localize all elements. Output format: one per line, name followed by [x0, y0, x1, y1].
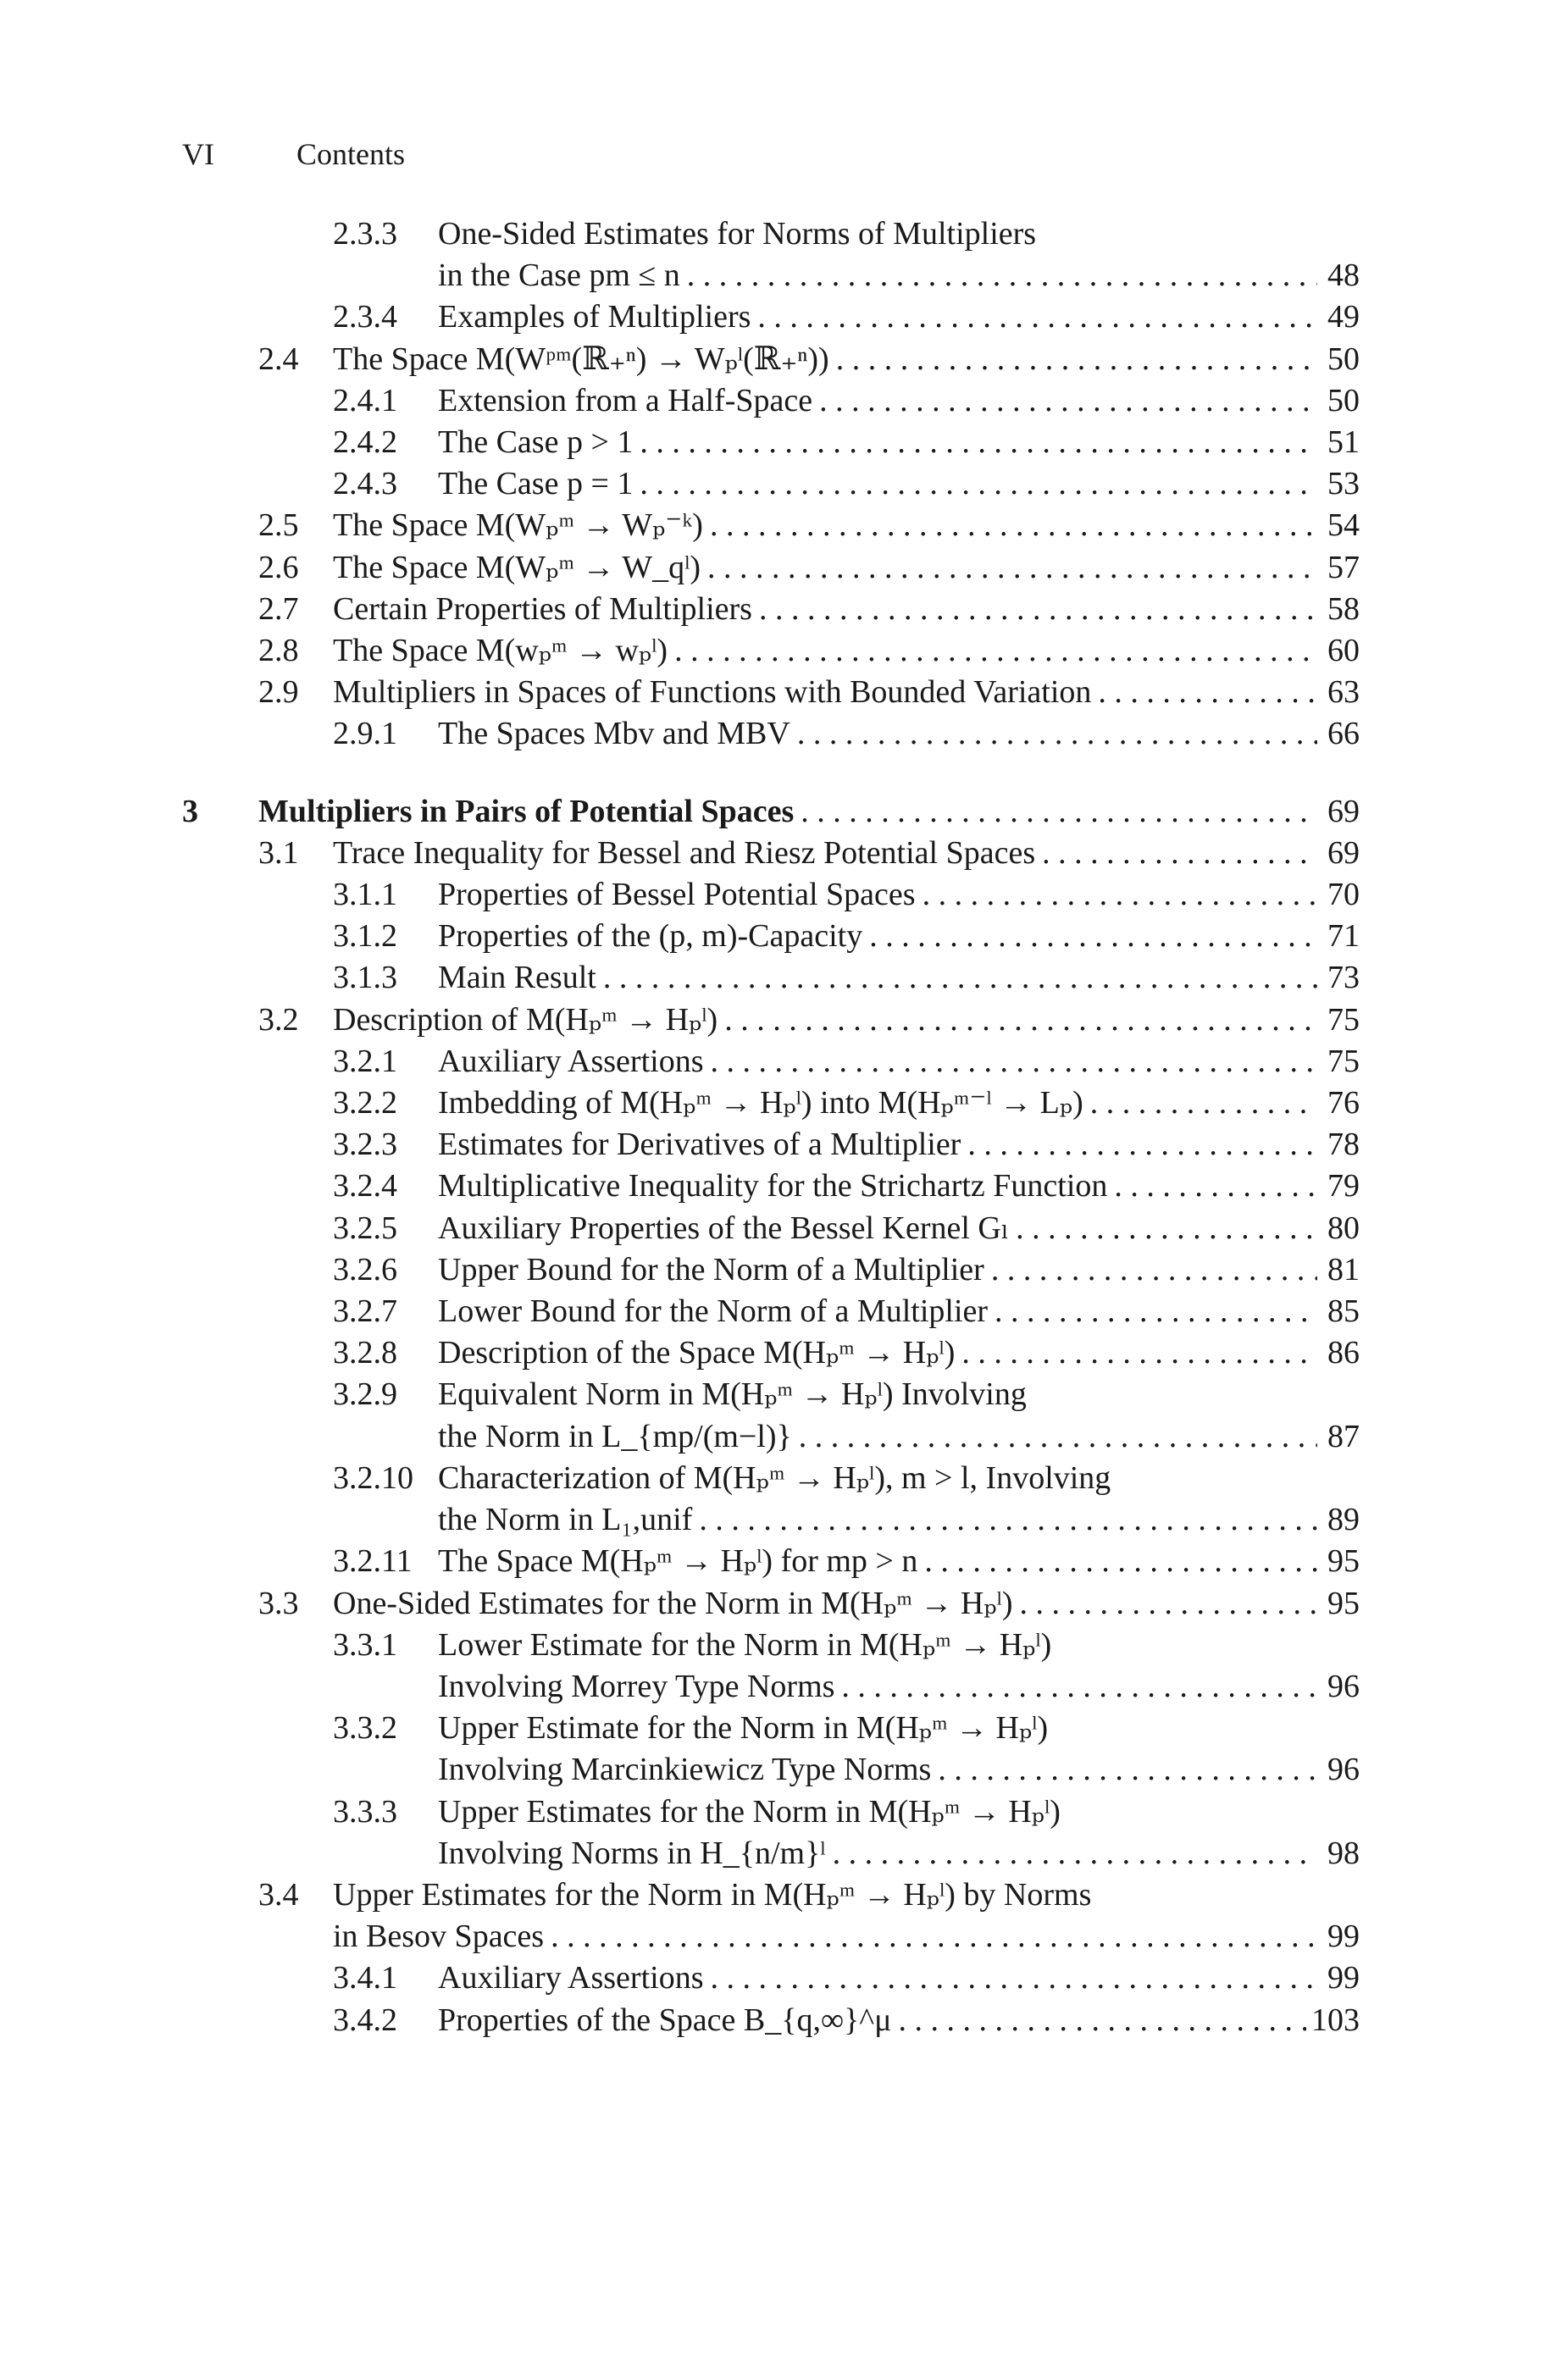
toc-entry-number: 3.2.8	[333, 1335, 397, 1371]
toc-entry	[182, 630, 1360, 672]
toc-entry-title: Main Result	[438, 960, 596, 996]
toc-entry-number: 2.3.3	[333, 216, 397, 252]
toc-entry-number: 3.2.2	[333, 1085, 397, 1121]
dot-leader	[1042, 833, 1317, 874]
toc-entry-number: 3.1	[258, 834, 299, 871]
dot-leader	[603, 957, 1317, 999]
toc-entry-page: 85	[1327, 1293, 1360, 1330]
toc-entry	[182, 1957, 1360, 1999]
toc-entry-title: Auxiliary Properties of the Bessel Kernel Gₗ	[438, 1210, 1010, 1246]
dot-leader	[759, 589, 1317, 630]
dot-leader	[938, 1749, 1317, 1791]
dot-leader	[710, 1957, 1317, 1999]
toc-entry	[182, 547, 1360, 589]
toc-entry-page: 98	[1327, 1835, 1360, 1871]
toc-entry-title: The Space M(Hₚᵐ → Hₚˡ) for mp > n	[438, 1543, 918, 1580]
toc-entry-page: 54	[1327, 507, 1360, 544]
dot-leader	[899, 2000, 1306, 2041]
toc-entry	[182, 2000, 1360, 2041]
toc-entry-title: Properties of the (p, m)-Capacity	[438, 918, 863, 955]
toc-entry-number: 3.2.6	[333, 1251, 397, 1287]
dot-leader	[833, 1833, 1317, 1874]
toc-entry-title: Trace Inequality for Bessel and Riesz Potential Spaces	[333, 834, 1036, 871]
toc-entry-page: 48	[1327, 257, 1360, 294]
toc-entry-title: Involving Norms in H_{n/m}ˡ	[438, 1835, 826, 1871]
dot-leader	[799, 1416, 1317, 1458]
toc-entry-title: Upper Bound for the Norm of a Multiplier	[438, 1251, 984, 1287]
toc-entry-page: 50	[1327, 382, 1360, 418]
toc-entry-page: 87	[1327, 1418, 1360, 1454]
table-of-contents	[182, 213, 1360, 2041]
running-title: Contents	[296, 137, 406, 171]
dot-leader	[991, 1249, 1317, 1291]
toc-entry-title: the Norm in L₁,unif	[438, 1502, 693, 1538]
toc-entry-number: 3.2.1	[333, 1043, 397, 1079]
toc-entry-number: 2.9	[258, 674, 299, 711]
toc-entry-page: 79	[1327, 1168, 1360, 1204]
dot-leader	[797, 713, 1317, 755]
toc-entry-page: 96	[1327, 1668, 1360, 1704]
toc-entry-page: 75	[1327, 1001, 1360, 1038]
toc-entry-page: 53	[1327, 466, 1360, 502]
toc-entry-title: The Space M(Wᵖᵐ(ℝ₊ⁿ) → Wₚˡ(ℝ₊ⁿ))	[333, 341, 829, 377]
dot-leader	[1019, 1583, 1317, 1625]
dot-leader	[801, 791, 1317, 833]
toc-entry-number: 3.4.2	[333, 2002, 397, 2038]
toc-entry	[182, 874, 1360, 916]
toc-entry-continuation	[182, 1833, 1360, 1874]
toc-entry-page: 51	[1327, 424, 1360, 461]
toc-entry	[182, 957, 1360, 999]
dot-leader	[819, 380, 1317, 422]
toc-entry-title: Involving Marcinkiewicz Type Norms	[438, 1752, 932, 1788]
toc-entry	[182, 463, 1360, 505]
toc-entry-title: Auxiliary Assertions	[438, 1960, 704, 1996]
toc-entry-title: The Space M(Wₚᵐ → Wₚ⁻ᵏ)	[333, 507, 703, 544]
toc-entry	[182, 1249, 1360, 1291]
toc-entry-number: 2.9.1	[333, 716, 397, 752]
dot-leader	[687, 255, 1317, 296]
toc-entry-title: Upper Estimate for the Norm in M(Hₚᵐ → Hₚˡ)	[438, 1710, 1049, 1747]
toc-entry-number: 2.6	[258, 549, 299, 585]
toc-entry	[182, 1874, 1360, 1916]
dot-leader	[1098, 672, 1317, 713]
toc-entry-number: 3.2.3	[333, 1127, 397, 1163]
toc-entry	[182, 1332, 1360, 1374]
dot-leader	[551, 1916, 1317, 1957]
toc-entry	[182, 1208, 1360, 1249]
toc-entry	[182, 999, 1360, 1041]
toc-entry-number: 3.2.11	[333, 1543, 413, 1580]
toc-entry	[182, 916, 1360, 957]
dot-leader	[710, 505, 1317, 546]
dot-leader	[836, 339, 1317, 380]
toc-entry-number: 2.4.2	[333, 424, 397, 461]
toc-entry	[182, 1374, 1360, 1415]
dot-leader	[841, 1666, 1317, 1708]
toc-entry-number: 3.4	[258, 1876, 299, 1913]
toc-entry	[182, 339, 1360, 380]
toc-entry-title: Multipliers in Spaces of Functions with Bounded Variation	[333, 674, 1092, 711]
toc-entry-title: One-Sided Estimates for the Norm in M(Hₚᵐ → Hₚˡ)	[333, 1585, 1013, 1621]
toc-entry-number: 3.1.3	[333, 960, 397, 996]
toc-entry-title: Estimates for Derivatives of a Multiplier	[438, 1127, 961, 1163]
dot-leader	[923, 874, 1317, 916]
toc-entry	[182, 833, 1360, 874]
toc-entry-page: 78	[1327, 1127, 1360, 1163]
toc-entry-number: 3.3	[258, 1585, 299, 1621]
toc-entry-title: Upper Estimates for the Norm in M(Hₚᵐ → Hₚˡ) by Norms	[333, 1876, 1092, 1913]
dot-leader	[995, 1291, 1317, 1332]
toc-entry	[182, 1124, 1360, 1166]
toc-entry	[182, 1791, 1360, 1833]
dot-leader	[707, 547, 1317, 589]
toc-entry-title: Lower Bound for the Norm of a Multiplier	[438, 1293, 989, 1330]
dot-leader	[967, 1124, 1317, 1166]
toc-entry	[182, 380, 1360, 422]
toc-entry-number: 3.3.2	[333, 1710, 397, 1747]
dot-leader	[710, 1041, 1317, 1083]
toc-entry-title: Equivalent Norm in M(Hₚᵐ → Hₚˡ) Involving	[438, 1376, 1027, 1413]
dot-leader	[640, 422, 1317, 463]
toc-entry-number: 3	[182, 793, 198, 829]
toc-entry-number: 3.2	[258, 1001, 299, 1038]
toc-entry-number: 3.1.1	[333, 877, 397, 913]
toc-entry-title: Description of the Space M(Hₚᵐ → Hₚˡ)	[438, 1335, 956, 1371]
toc-entry-number: 3.3.3	[333, 1793, 397, 1830]
toc-entry-page: 95	[1327, 1585, 1360, 1621]
dot-leader	[869, 916, 1317, 957]
toc-entry-title: Properties of the Space B_{q,∞}^μ	[438, 2002, 892, 2038]
toc-entry-title: Imbedding of M(Hₚᵐ → Hₚˡ) into M(Hₚᵐ⁻ˡ → Lₚ)	[438, 1085, 1083, 1121]
toc-entry-number: 2.5	[258, 507, 299, 544]
toc-entry-page: 96	[1327, 1752, 1360, 1788]
toc-entry-page: 49	[1327, 299, 1360, 335]
toc-entry-title: The Case p = 1	[438, 466, 634, 502]
toc-entry	[182, 1625, 1360, 1666]
toc-entry-page: 69	[1327, 834, 1360, 871]
toc-entry-title: in the Case pm ≤ n	[438, 257, 680, 294]
dot-leader	[924, 1541, 1317, 1582]
toc-entry-continuation	[182, 1749, 1360, 1791]
toc-entry	[182, 1041, 1360, 1083]
toc-entry-number: 3.2.5	[333, 1210, 397, 1246]
toc-entry-title: Auxiliary Assertions	[438, 1043, 704, 1079]
toc-entry-title: Multipliers in Pairs of Potential Spaces	[258, 793, 795, 829]
toc-entry-page: 73	[1327, 960, 1360, 996]
toc-entry-title: the Norm in L_{mp/(m−l)}	[438, 1418, 792, 1454]
toc-entry-title: Description of M(Hₚᵐ → Hₚˡ)	[333, 1001, 718, 1038]
toc-entry-page: 76	[1327, 1085, 1360, 1121]
toc-entry-number: 3.2.10	[333, 1459, 413, 1496]
toc-entry	[182, 589, 1360, 630]
toc-entry-title: Involving Morrey Type Norms	[438, 1668, 835, 1704]
toc-entry-page: 60	[1327, 633, 1360, 669]
toc-entry-title: The Spaces Mbv and MBV	[438, 716, 790, 752]
toc-entry-number: 3.2.9	[333, 1376, 397, 1413]
toc-entry	[182, 1583, 1360, 1625]
toc-entry	[182, 1291, 1360, 1332]
toc-entry-title: in Besov Spaces	[333, 1919, 545, 1955]
toc-entry-number: 3.4.1	[333, 1960, 397, 1996]
toc-entry	[182, 1083, 1360, 1124]
toc-entry-continuation	[182, 1916, 1360, 1957]
dot-leader	[1090, 1083, 1317, 1124]
toc-entry-page: 81	[1327, 1251, 1360, 1287]
toc-entry-number: 2.4.3	[333, 466, 397, 502]
running-head	[182, 136, 405, 173]
toc-entry-page: 95	[1327, 1543, 1360, 1580]
toc-entry	[182, 1458, 1360, 1499]
toc-entry-page: 99	[1327, 1919, 1360, 1955]
toc-entry	[182, 713, 1360, 755]
dot-leader	[1016, 1208, 1317, 1249]
toc-entry-page: 86	[1327, 1335, 1360, 1371]
toc-entry-page: 70	[1327, 877, 1360, 913]
toc-entry-title: The Space M(Wₚᵐ → W_qˡ)	[333, 549, 701, 585]
toc-entry-number: 3.2.4	[333, 1168, 397, 1204]
toc-entry-page: 69	[1327, 793, 1360, 829]
toc-entry-page: 103	[1311, 2002, 1360, 2038]
toc-entry-page: 58	[1327, 590, 1360, 627]
dot-leader	[724, 999, 1317, 1041]
toc-entry-title: Properties of Bessel Potential Spaces	[438, 877, 916, 913]
toc-entry-title: Multiplicative Inequality for the Strichartz Function	[438, 1168, 1108, 1204]
toc-entry-page: 66	[1327, 716, 1360, 752]
toc-entry-title: The Space M(wₚᵐ → wₚˡ)	[333, 633, 668, 669]
toc-entry-page: 71	[1327, 918, 1360, 955]
toc-entry-number: 2.3.4	[333, 299, 397, 335]
toc-entry-title: Examples of Multipliers	[438, 299, 751, 335]
toc-entry-page: 57	[1327, 549, 1360, 585]
toc-entry-title: Upper Estimates for the Norm in M(Hₚᵐ → Hₚˡ)	[438, 1793, 1061, 1830]
toc-entry	[182, 1541, 1360, 1582]
toc-entry-title: One-Sided Estimates for Norms of Multipliers	[438, 216, 1037, 252]
toc-entry-page: 50	[1327, 341, 1360, 377]
toc-entry-number: 3.3.1	[333, 1626, 397, 1663]
toc-entry-continuation	[182, 1416, 1360, 1458]
dot-leader	[757, 296, 1317, 338]
toc-entry-page: 89	[1327, 1502, 1360, 1538]
toc-entry	[182, 213, 1360, 255]
toc-entry-continuation	[182, 1499, 1360, 1541]
page-number: VI	[182, 137, 214, 171]
toc-entry-title: The Case p > 1	[438, 424, 634, 461]
toc-entry-continuation	[182, 1666, 1360, 1708]
toc-entry	[182, 1708, 1360, 1749]
toc-entry	[182, 1166, 1360, 1207]
toc-entry-page: 75	[1327, 1043, 1360, 1079]
dot-leader	[699, 1499, 1317, 1541]
toc-entry-title: Characterization of M(Hₚᵐ → Hₚˡ), m > l, Involving	[438, 1459, 1111, 1496]
toc-entry-title: Extension from a Half-Space	[438, 382, 813, 418]
toc-entry	[182, 422, 1360, 463]
toc-entry-page: 63	[1327, 674, 1360, 711]
toc-entry-number: 2.7	[258, 590, 299, 627]
dot-leader	[640, 463, 1317, 505]
toc-entry	[182, 672, 1360, 713]
toc-entry-number: 3.1.2	[333, 918, 397, 955]
dot-leader	[674, 630, 1317, 672]
toc-entry	[182, 296, 1360, 338]
toc-entry-number: 2.8	[258, 633, 299, 669]
toc-entry-page: 80	[1327, 1210, 1360, 1246]
toc-entry-number: 2.4.1	[333, 382, 397, 418]
toc-entry-continuation	[182, 255, 1360, 296]
toc-entry-number: 2.4	[258, 341, 299, 377]
toc-entry-title: Certain Properties of Multipliers	[333, 590, 752, 627]
toc-chapter-entry	[182, 791, 1360, 833]
toc-entry-number: 3.2.7	[333, 1293, 397, 1330]
dot-leader	[1114, 1166, 1317, 1207]
toc-entry-page: 99	[1327, 1960, 1360, 1996]
dot-leader	[961, 1332, 1317, 1374]
toc-entry	[182, 505, 1360, 546]
toc-entry-title: Lower Estimate for the Norm in M(Hₚᵐ → Hₚˡ)	[438, 1626, 1052, 1663]
